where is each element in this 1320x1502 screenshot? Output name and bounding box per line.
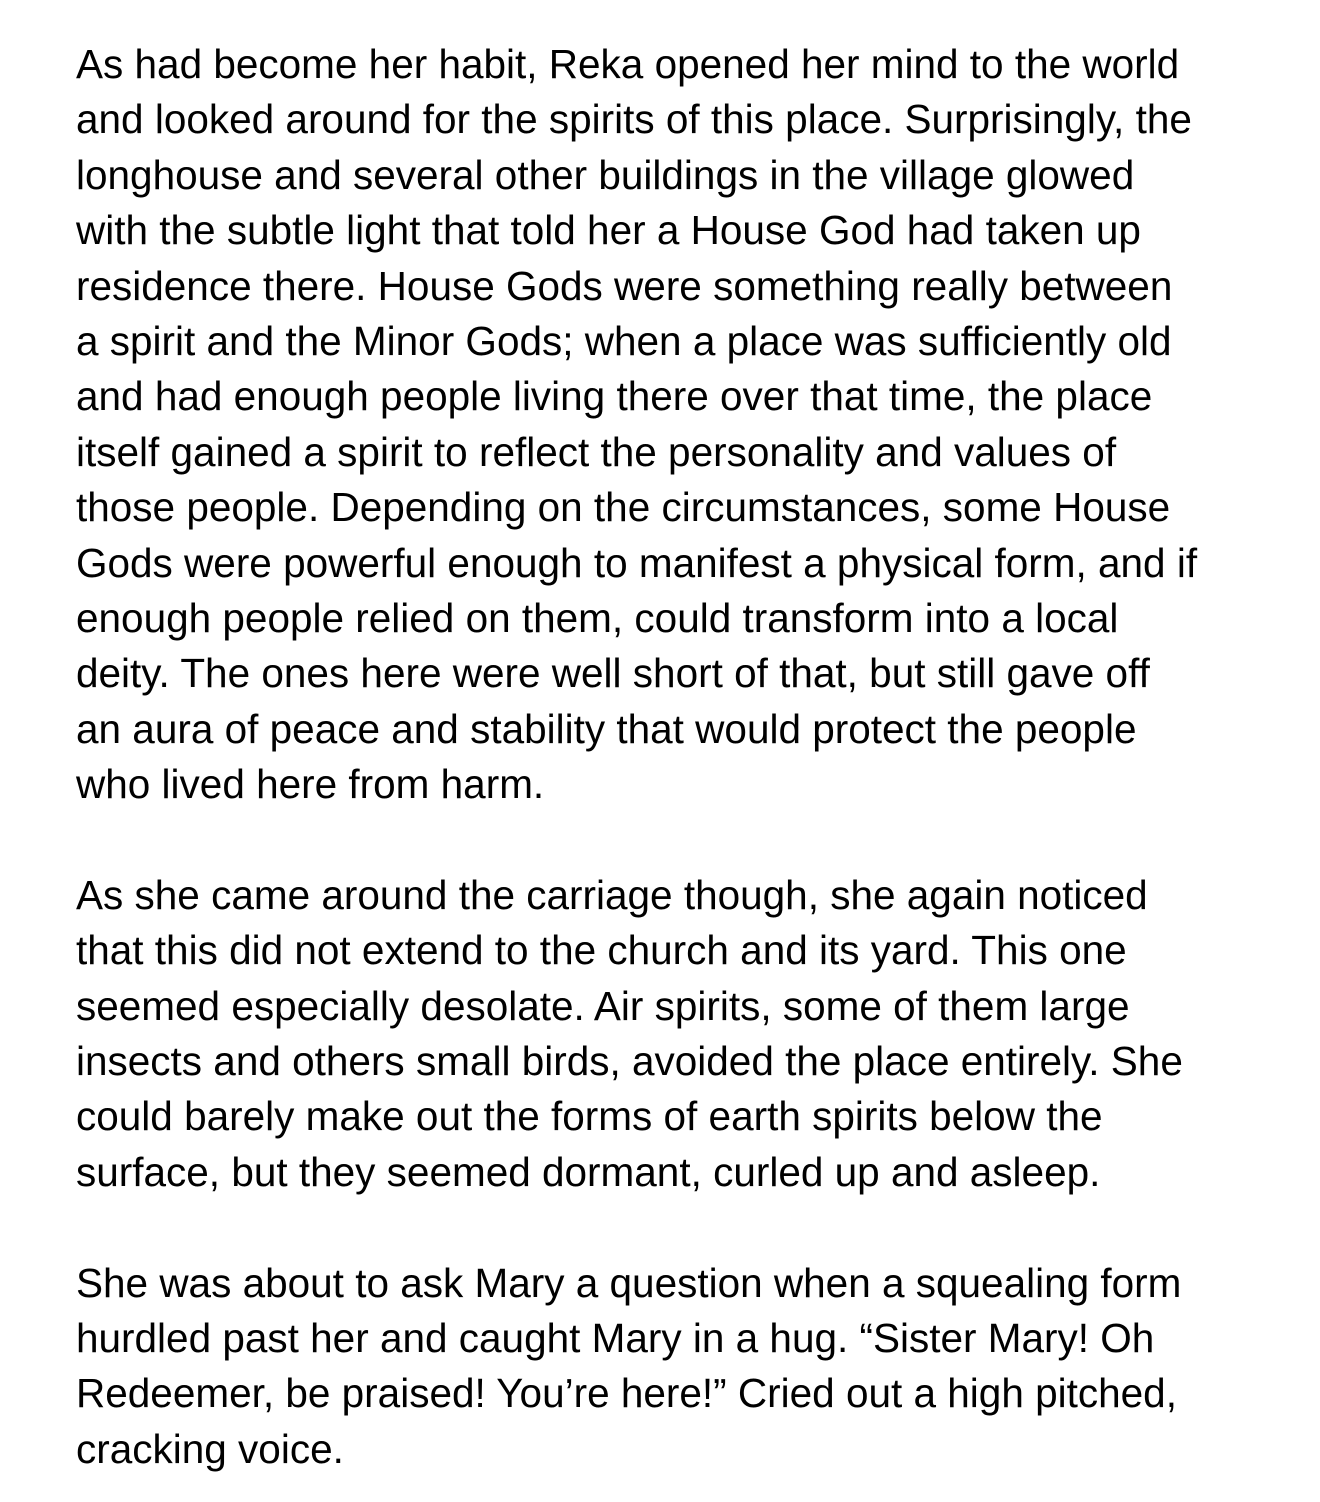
text-line: that this did not extend to the church and its yard. This one — [76, 927, 1127, 974]
text-line: As she came around the carriage though, she again noticed — [76, 871, 1148, 918]
text-line: As had become her habit, Reka opened her mind to the world — [76, 41, 1180, 87]
text-line: who lived here from harm. — [76, 761, 545, 808]
text-line: a spirit and the Minor Gods; when a place was sufficiently old — [76, 317, 1172, 364]
text-line: and looked around for the spirits of this place. Surprisingly, the — [76, 96, 1192, 143]
text-line: deity. The ones here were well short of that, but still gave off — [76, 650, 1150, 697]
paragraph-2 — [76, 868, 1256, 1200]
text-line: Gods were powerful enough to manifest a physical form, and if — [76, 539, 1198, 586]
text-line: could barely make out the forms of earth spirits below the — [76, 1093, 1103, 1140]
text-line: surface, but they seemed dormant, curled up and asleep. — [76, 1148, 1101, 1195]
text-line: Redeemer, be praised! You’re here!” Cried out a high pitched, — [76, 1370, 1177, 1417]
text-line: insects and others small birds, avoided the place entirely. She — [76, 1038, 1183, 1085]
paragraph-spacer — [76, 1200, 1256, 1255]
text-line: itself gained a spirit to reflect the personality and values of — [76, 428, 1117, 475]
text-line: longhouse and several other buildings in the village glowed — [76, 151, 1135, 198]
paragraph-3 — [76, 1256, 1256, 1478]
paragraph-spacer — [76, 812, 1256, 867]
text-line: an aura of peace and stability that would protect the people — [76, 705, 1137, 752]
text-line: cracking voice. — [76, 1425, 344, 1472]
document-body — [76, 37, 1256, 1477]
text-line: seemed especially desolate. Air spirits, some of them large — [76, 982, 1130, 1029]
text-line: with the subtle light that told her a House God had taken up — [76, 207, 1141, 254]
text-line: those people. Depending on the circumstances, some House — [76, 484, 1171, 531]
text-line: enough people relied on them, could transform into a local — [76, 594, 1119, 641]
text-line: hurdled past her and caught Mary in a hug. “Sister Mary! Oh — [76, 1314, 1155, 1361]
text-line: residence there. House Gods were something really between — [76, 262, 1173, 309]
paragraph-1 — [76, 37, 1256, 812]
text-line: She was about to ask Mary a question when a squealing form — [76, 1259, 1182, 1306]
text-line: and had enough people living there over that time, the place — [76, 373, 1153, 420]
